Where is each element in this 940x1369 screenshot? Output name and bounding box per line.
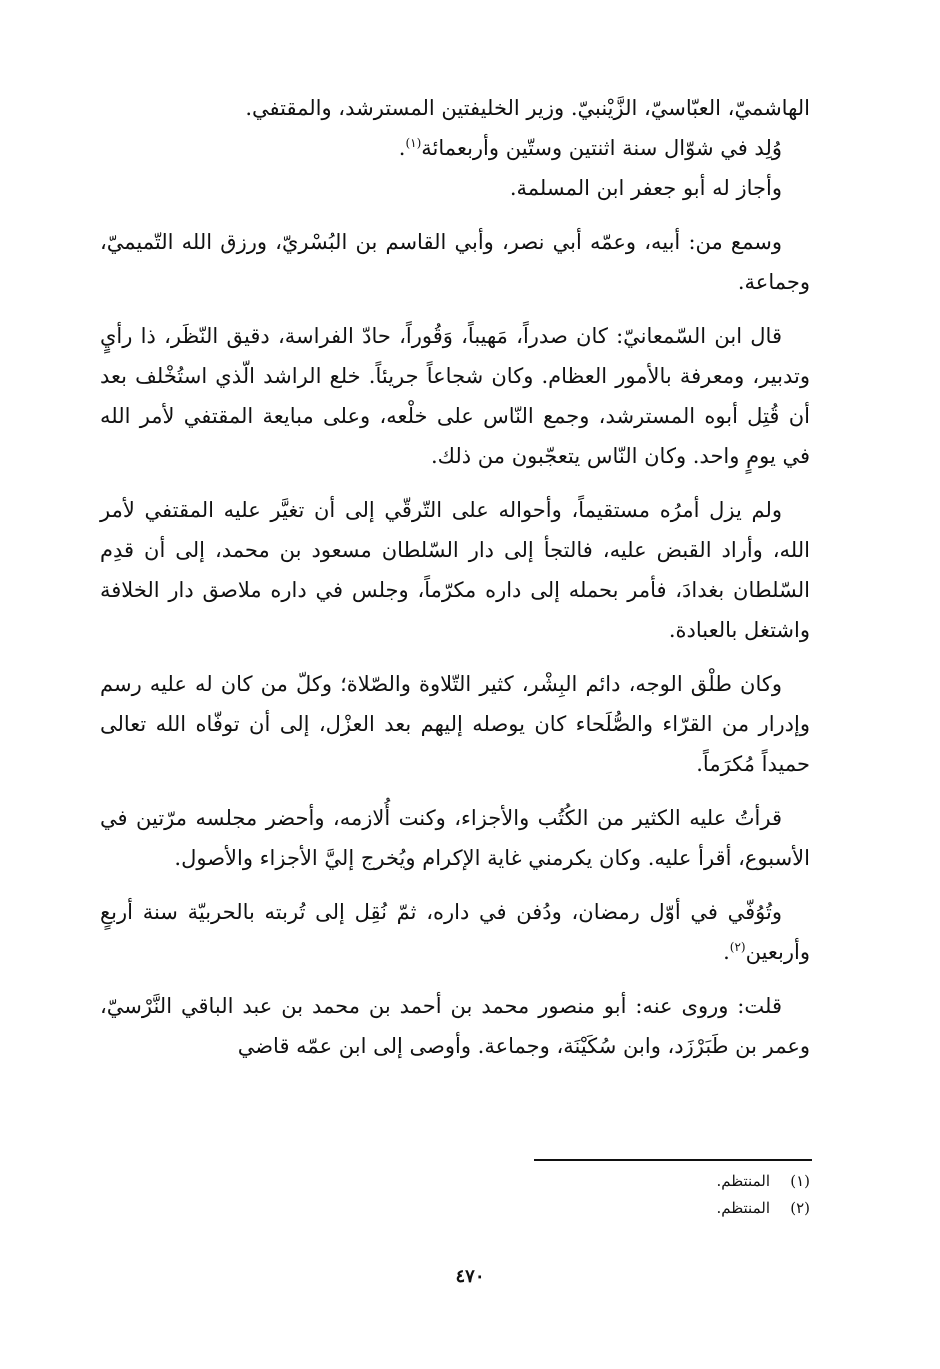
paragraph-10: قلت: وروى عنه: أبو منصور محمد بن أحمد بن محمد بن عبد الباقي النَّرْسيّ، وعمر بن طَبَرْزَد، وابن سُكَيْنَة، وجماعة. وأوصى إلى ابن عمّه قاضي <box>100 994 810 1058</box>
footnote-2-text: المنتظم. <box>716 1199 770 1217</box>
footnote-divider <box>534 1159 812 1161</box>
paragraph-2-text: وُلِد في شوّال سنة اثنتين وستّين وأربعمائة <box>421 136 782 160</box>
paragraph-6: ولم يزل أمرُه مستقيماً، وأحواله على التّرقّي إلى أن تغيَّر عليه المقتفي لأمر الله، وأراد القبض عليه، فالتجأ إلى دار السّلطان مسعود بن محمد، إلى أن قدِم السّلطان بغدادَ، فأمر بحمله إلى داره مكرّماً، وجلس في داره ملاصق دار الخلافة واشتغل بالعبادة. <box>100 498 810 642</box>
footnote-1-number: (١) <box>790 1172 810 1190</box>
main-text <box>100 88 810 1080</box>
footnote-1-text: المنتظم. <box>716 1172 770 1190</box>
paragraph-7: وكان طلْق الوجه، دائم البِشْر، كثير التّلاوة والصّلاة؛ وكلّ من كان له عليه رسم وإدرار من القرّاء والصُّلَحاء كان يوصله إليهم بعد العزْل، إلى أن توفّاه الله تعالى حميداً مُكرَماً. <box>100 672 810 776</box>
footnote-1 <box>410 1168 810 1195</box>
paragraph-9-text: وتُوُفّي في أوّل رمضان، ودُفن في داره، ثمّ نُقِل إلى تُربته بالحربيّة سنة أربعٍ وأربعين <box>100 900 810 964</box>
paragraph-9 <box>100 892 810 972</box>
paragraph-5: قال ابن السّمعانيّ: كان صدراً، مَهيباً، وَقُوراً، حادّ الفراسة، دقيق النّظَر، ذا رأيٍ وتدبير، ومعرفة بالأمور العظام. وكان شجاعاً جريئاً. خلع الراشد الّذي استُخْلف بعد أن قُتِل أبوه المسترشد، وجمع النّاس على خلْعه، وعلى مبايعة المقتفي لأمر الله في يومٍ واحد. وكان النّاس يتعجّبون من ذلك. <box>100 324 810 468</box>
paragraph-3: وأجاز له أبو جعفر ابن المسلمة. <box>509 176 782 200</box>
paragraph-2-end: . <box>398 136 406 160</box>
footnotes <box>410 1168 810 1222</box>
footnote-ref-2: (٢) <box>729 940 746 954</box>
footnote-ref-1: (١) <box>405 136 422 150</box>
paragraph-4: وسمع من: أبيه، وعمّه أبي نصر، وأبي القاسم بن البُسْريّ، ورزق الله التّميميّ، وجماعة. <box>100 230 810 294</box>
paragraph-1: الهاشميّ، العبّاسيّ، الزَّيْنبيّ. وزير الخليفتين المسترشد، والمقتفي. <box>245 96 810 120</box>
paragraph-2 <box>100 128 810 168</box>
footnote-2-number: (٢) <box>790 1199 810 1217</box>
paragraph-8: قرأتُ عليه الكثير من الكُتُب والأجزاء، وكنت أُلازمه، وأحضر مجلسه مرّتين في الأسبوع، أقرأ عليه. وكان يكرمني غاية الإكرام ويُخرج إليَّ الأجزاء والأصول. <box>100 806 810 870</box>
page-number: ٤٧٠ <box>455 1266 485 1287</box>
footnote-2 <box>410 1195 810 1222</box>
paragraph-9-end: . <box>723 940 730 964</box>
